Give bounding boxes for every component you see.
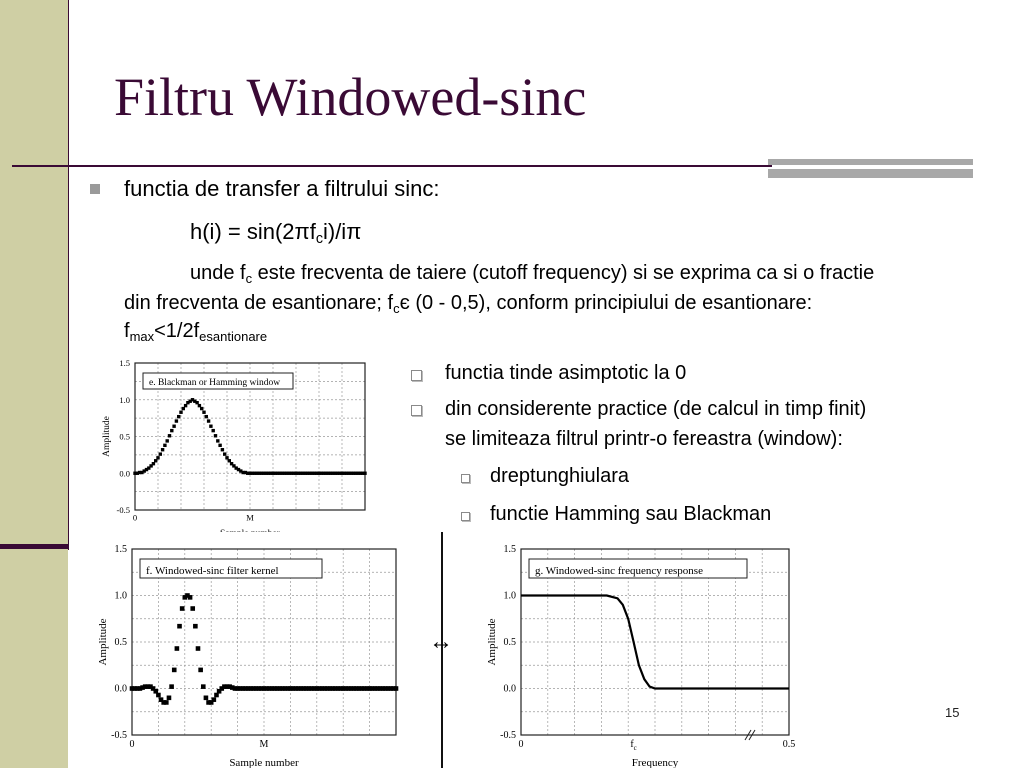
sub-sub-bullet: functie Hamming sau Blackman: [490, 503, 772, 525]
data-point: [202, 411, 205, 414]
y-tick-label: 0.0: [503, 683, 516, 695]
data-point: [156, 693, 161, 698]
checkbox-bullet-icon: [461, 512, 470, 521]
data-point: [175, 646, 180, 651]
data-point: [163, 444, 166, 447]
data-point: [221, 448, 224, 451]
x-tick-label: 0.5: [782, 739, 796, 750]
chart-title: e. Blackman or Hamming window: [149, 378, 281, 388]
bullet-square-icon: [90, 184, 100, 194]
data-point: [216, 439, 219, 442]
y-tick-label: 1.5: [114, 544, 127, 555]
data-point: [152, 462, 155, 465]
data-point: [161, 448, 164, 451]
y-tick-label: 0.5: [114, 637, 127, 648]
data-point: [209, 425, 212, 428]
data-point: [188, 595, 193, 600]
data-point: [212, 429, 215, 432]
data-point: [207, 419, 210, 422]
y-tick-label: 1.0: [119, 394, 130, 405]
data-point: [170, 429, 173, 432]
data-point: [175, 419, 178, 422]
window-chart: [92, 352, 376, 538]
vertical-accent-line: [68, 0, 69, 550]
data-point: [198, 668, 203, 673]
x-tick-label: M: [246, 512, 254, 523]
data-point: [363, 472, 366, 475]
y-tick-label: 0.5: [119, 431, 130, 442]
data-point: [167, 696, 172, 701]
band-accent-bar: [0, 544, 68, 549]
data-point: [193, 624, 198, 629]
data-point: [195, 401, 198, 404]
checkbox-bullet-icon: [411, 405, 422, 416]
data-point: [166, 439, 169, 442]
data-point: [198, 404, 201, 407]
sub-bullet: functia tinde asimptotic la 0: [445, 362, 687, 384]
data-point: [179, 411, 182, 414]
y-tick-label: 0.0: [119, 468, 130, 479]
left-decorative-band: [0, 0, 68, 768]
note-line-2: din frecventa de esantionare; $f_cє$ (0 - 0,5), conform principiului de esantionare:: [124, 292, 813, 316]
y-tick-label: 1.5: [119, 358, 130, 368]
checkbox-bullet-icon: [411, 370, 422, 381]
data-point: [225, 456, 228, 459]
formula: $h(i) = \sin(2\pi f_ci)/i\pi$: [190, 219, 362, 247]
data-point: [214, 434, 217, 437]
sub-bullet-continued: se limiteaza filtrul printr-o fereastra (window):: [445, 428, 843, 450]
checkbox-bullet-icon: [461, 474, 470, 483]
sub-sub-bullet: dreptunghiulara: [490, 465, 629, 487]
x-axis-label: Frequency: [631, 757, 679, 768]
data-point: [190, 606, 195, 611]
sub-bullet: din considerente practice (de calcul in timp finit): [445, 398, 867, 420]
y-tick-label: -0.5: [500, 730, 516, 741]
y-tick-label: -0.5: [111, 730, 127, 741]
data-point: [200, 407, 203, 410]
frequency-response-chart: [481, 532, 806, 768]
page-number: 15: [945, 705, 960, 720]
y-tick-label: 1.0: [503, 590, 516, 602]
data-point: [164, 700, 169, 705]
y-axis-label: Amplitude: [486, 618, 498, 666]
data-point: [196, 646, 201, 651]
title-rule-bar: [768, 159, 973, 165]
x-tick-label: $f_c$: [630, 739, 637, 752]
x-tick-label: 0: [518, 739, 524, 750]
title-rule-bar: [768, 169, 973, 178]
data-point: [169, 684, 174, 689]
x-tick-label: 0: [129, 739, 135, 750]
chart-title: f. Windowed-sinc filter kernel: [146, 565, 279, 577]
chart-title: g. Windowed-sinc frequency response: [535, 565, 703, 577]
data-point: [154, 459, 157, 462]
data-point: [204, 696, 209, 701]
y-axis-label: Amplitude: [97, 618, 109, 666]
data-point: [223, 452, 226, 455]
x-axis-label: Sample number: [229, 757, 299, 768]
y-axis-label: Amplitude: [102, 416, 112, 457]
data-point: [159, 452, 162, 455]
data-point: [180, 606, 185, 611]
filter-kernel-chart: [76, 532, 441, 768]
y-tick-label: 1.0: [114, 590, 127, 602]
data-point: [228, 459, 231, 462]
title-rule: [12, 165, 772, 167]
data-point: [394, 686, 399, 691]
y-tick-label: 0.5: [503, 637, 516, 648]
y-tick-label: 1.5: [503, 544, 516, 555]
x-tick-label: M: [259, 739, 269, 750]
data-point: [172, 668, 177, 673]
x-tick-label: 0: [132, 512, 138, 523]
y-tick-label: 0.0: [114, 683, 127, 695]
note-line-3: $f_{max}<1/2f_{esantionare}$: [124, 320, 268, 344]
data-point: [172, 425, 175, 428]
data-point: [182, 407, 185, 410]
data-point: [212, 697, 217, 702]
data-point: [184, 404, 187, 407]
data-point: [218, 444, 221, 447]
note-line-1: unde $f_c$ este frecventa de taiere (cutoff frequency) si se exprima ca si o fractie: [190, 262, 875, 286]
slide-title: Filtru Windowed-sinc: [114, 67, 587, 127]
data-point: [168, 434, 171, 437]
y-tick-label: -0.5: [116, 505, 130, 515]
data-point: [156, 456, 159, 459]
data-point: [177, 415, 180, 418]
data-point: [201, 684, 206, 689]
data-point: [177, 624, 182, 629]
double-arrow-icon: ↔: [429, 628, 453, 655]
bullet-text: functia de transfer a filtrului sinc:: [124, 176, 440, 201]
data-point: [205, 415, 208, 418]
